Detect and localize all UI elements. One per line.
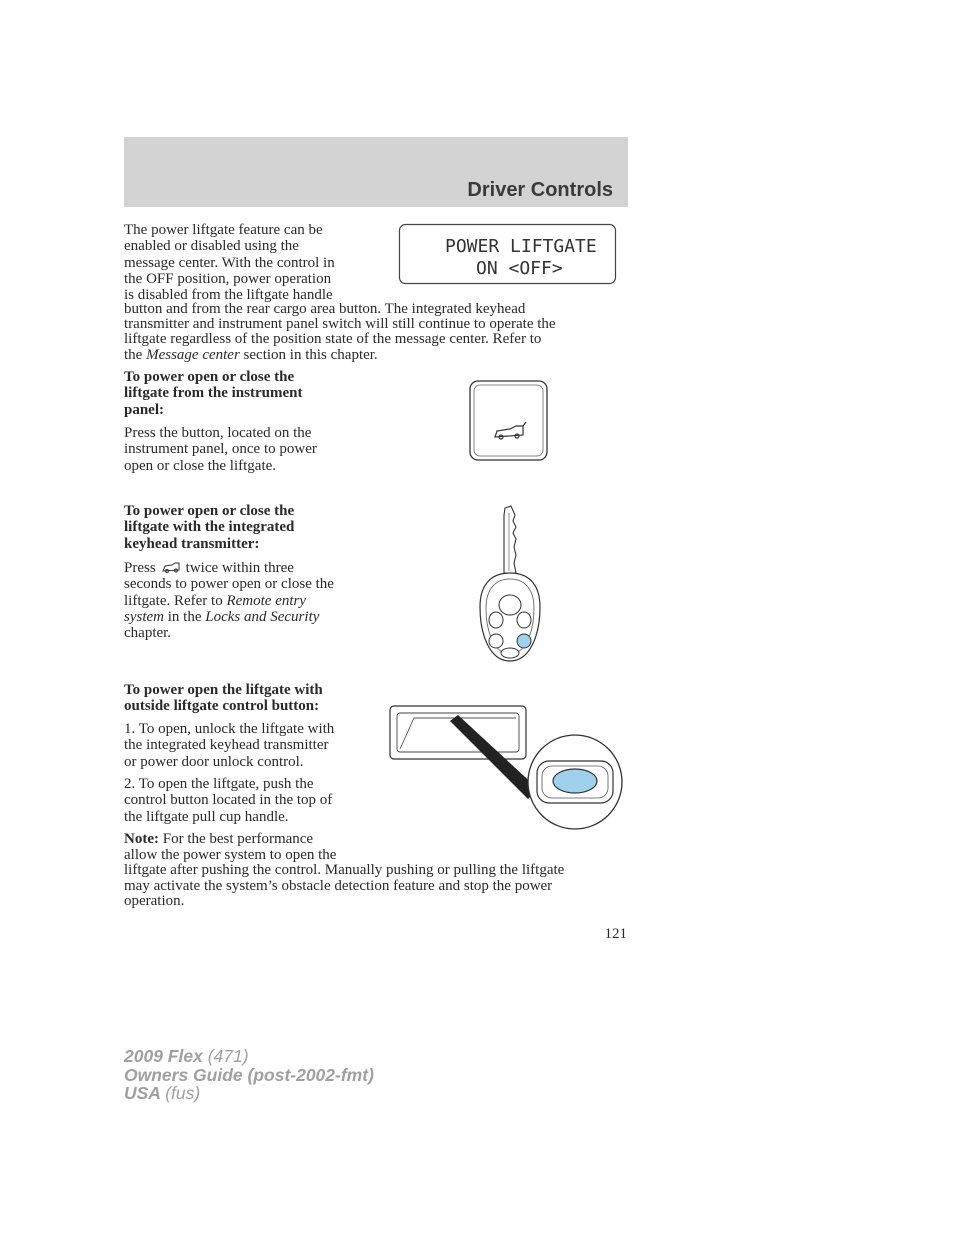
keyhead-transmitter-figure [475,503,545,665]
text-line: transmitter and instrument panel switch will still continue to operate the [124,316,556,333]
text-line: message center. With the control in [124,254,335,271]
panel-section-heading: To power open or close the liftgate from the instrument panel: [124,369,303,418]
message-center-reference: Message center [146,346,240,363]
display-line-1: POWER LIFTGATE [445,236,597,257]
note-paragraph: Note: For the best performance allow the power system to open the [124,831,337,864]
liftgate-handle-figure [388,704,626,832]
text-line: The power liftgate feature can be [124,222,323,238]
panic-button-icon [489,634,503,648]
lock-button-icon [489,612,503,628]
panel-section-body: Press the button, located on the instrument panel, once to power open or close the liftgate. [124,425,317,474]
instrument-panel-button-figure [468,379,550,463]
keyhead-section-heading: To power open or close the liftgate with the integrated keyhead transmitter: [124,503,295,552]
liftgate-button-icon [517,634,531,648]
unlock-button-icon [517,612,531,628]
text-line: the Message center section in this chapter. [124,346,378,363]
page-number: 121 [604,926,627,942]
text-line: enabled or disabled using the [124,238,299,255]
keyhead-section-body: Press twice within three seconds to power open or close the liftgate. Refer to Remote entry system in the Locks and Security chapter. [124,560,334,642]
display-line-2: ON <OFF> [476,258,563,279]
text-line: button and from the rear cargo area button. The integrated keyhead [124,301,526,317]
intro-paragraph [124,222,335,303]
liftgate-transmitter-icon [160,560,182,574]
note-paragraph-continued: liftgate after pushing the control. Manually pushing or pulling the liftgate may activate the system’s obstacle detection feature and stop the power operation. [124,862,565,909]
outside-step-1: 1. To open, unlock the liftgate with the integrated keyhead transmitter or power door unlock control. [124,721,335,770]
section-title: Driver Controls [467,179,613,201]
outside-liftgate-control-button-icon [553,769,597,793]
document-footer: 2009 Flex (471) Owners Guide (post-2002-fmt) USA (fus) [124,1046,374,1103]
text-line: liftgate regardless of the position state of the message center. Refer to [124,331,542,348]
intro-paragraph-continued [124,302,634,363]
text-line: the OFF position, power operation [124,270,332,287]
outside-step-2: 2. To open the liftgate, push the control button located in the top of the liftgate pull cup handle. [124,776,333,825]
outside-section-heading: To power open the liftgate with outside liftgate control button: [124,682,323,715]
note-label: Note: [124,831,159,847]
section-header-band [124,137,628,207]
message-center-display-figure [398,223,618,286]
text-line: is disabled from the liftgate handle [124,287,333,304]
